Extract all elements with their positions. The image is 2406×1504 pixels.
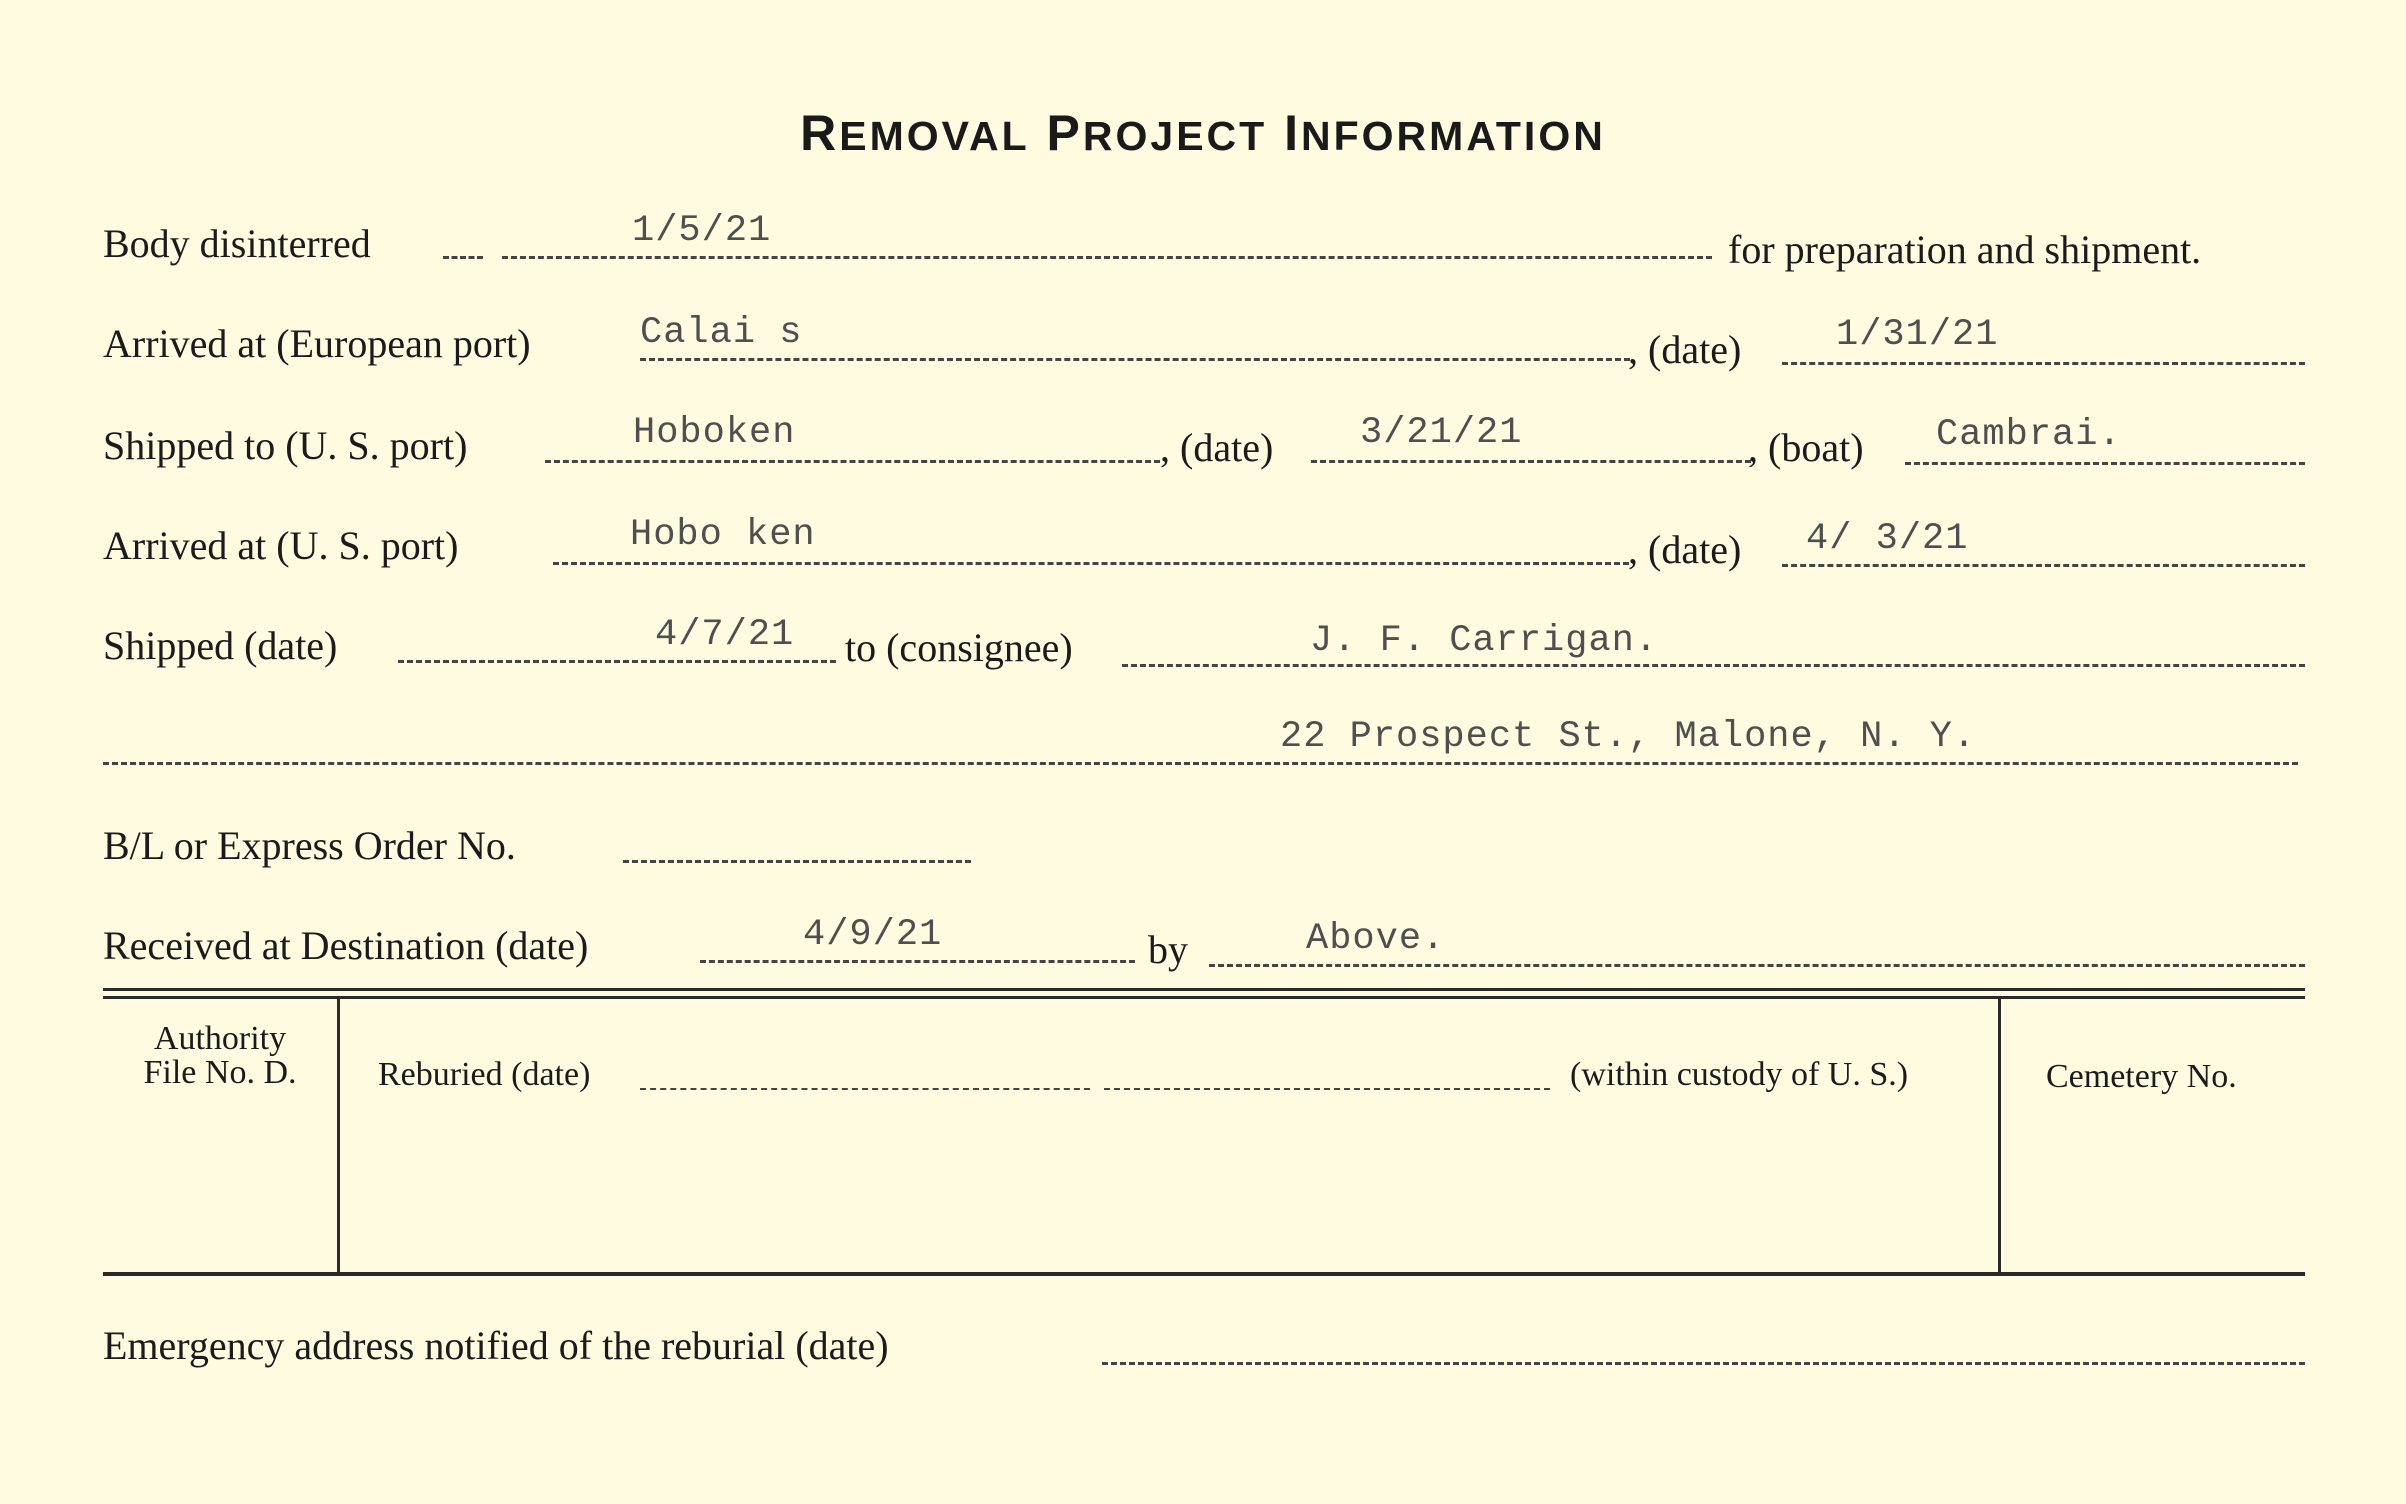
dotted-line [443,256,483,259]
dotted-line [1782,564,2305,567]
dotted-line [1102,1362,2305,1365]
shipped-us-date: 3/21/21 [1360,412,1523,454]
shipped-date-label: Shipped (date) [103,623,338,668]
dotted-line [553,562,1629,565]
table-divider [337,998,340,1272]
consignee-address: 22 Prospect St., Malone, N. Y. [1280,716,1977,758]
table-bottom-rule [103,1272,2305,1276]
file-no-label: File No. D. [143,1054,297,1091]
form-title: REMOVAL PROJECT INFORMATION [800,105,1606,161]
arrived-european-date: 1/31/21 [1836,314,1999,356]
dotted-line [700,960,1135,963]
dotted-line [1905,462,2305,465]
received-by-label: by [1148,927,1188,972]
dotted-line [1104,1088,1550,1090]
reburied-label: Reburied (date) [378,1056,591,1093]
arrived-us-value: Hobo ken [630,514,816,556]
arrived-european-label: Arrived at (European port) [103,321,531,366]
authority-label: Authority [153,1020,287,1057]
table-top-rule-double [103,996,2305,999]
dotted-line [1122,664,2305,667]
arrived-european-date-label: , (date) [1628,327,1742,372]
arrived-us-date: 4/ 3/21 [1806,518,1969,560]
arrived-us-label: Arrived at (U. S. port) [103,523,459,568]
dotted-line [502,256,1712,259]
dotted-line [398,660,836,663]
arrived-us-date-label: , (date) [1628,527,1742,572]
dotted-line [640,358,1630,361]
emergency-label: Emergency address notified of the reburial (date) [103,1323,889,1368]
shipped-us-boat: Cambrai. [1936,414,2122,456]
dotted-line [1209,964,2305,967]
body-disinterred-suffix: for preparation and shipment. [1728,227,2202,272]
shipped-us-label: Shipped to (U. S. port) [103,423,468,468]
table-divider [1998,998,2001,1272]
dotted-line [623,860,971,863]
shipped-date-value: 4/7/21 [655,614,795,656]
dotted-line [103,762,2298,765]
cemetery-no-label: Cemetery No. [2046,1058,2237,1095]
shipped-us-date-label: , (date) [1160,425,1274,470]
table-top-rule [103,988,2305,991]
shipped-us-boat-label: , (boat) [1748,425,1864,470]
shipped-us-value: Hoboken [633,412,796,454]
received-label: Received at Destination (date) [103,923,589,968]
bl-order-label: B/L or Express Order No. [103,823,516,868]
dotted-line [1782,362,2305,365]
received-date: 4/9/21 [803,914,943,956]
dotted-line [640,1088,1090,1090]
body-disinterred-value: 1/5/21 [632,210,772,252]
received-by: Above. [1306,918,1446,960]
consignee-value: J. F. Carrigan. [1310,620,1659,662]
body-disinterred-label: Body disinterred [103,221,371,266]
authority-file-header [110,1022,330,1090]
dotted-line [1311,460,1751,463]
arrived-european-value: Calai s [640,312,803,354]
custody-label: (within custody of U. S.) [1570,1056,1909,1093]
dotted-line [545,460,1160,463]
consignee-label: to (consignee) [845,625,1073,670]
